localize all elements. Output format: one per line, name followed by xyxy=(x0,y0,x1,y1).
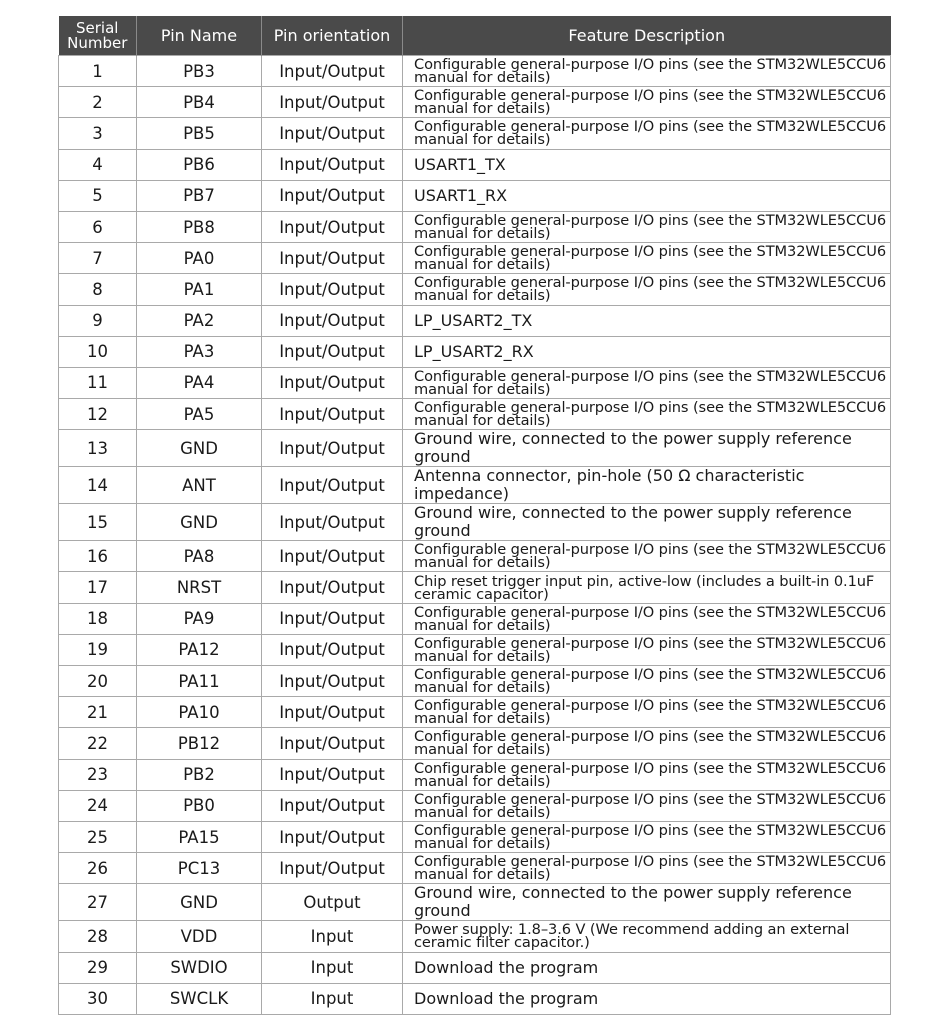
table-row xyxy=(59,790,891,821)
feature-description-cell xyxy=(403,884,891,921)
header-serial-number xyxy=(59,16,137,56)
feature-description-cell xyxy=(403,430,891,467)
table-row xyxy=(59,821,891,852)
feature-description-text: Configurable general-purpose I/O pins (see the STM32WLE5CCU6 manual for details) xyxy=(414,697,887,728)
serial-number-cell: 6 xyxy=(59,211,137,242)
feature-description-cell xyxy=(403,504,891,541)
pin-orientation-cell: Input/Output xyxy=(262,728,403,759)
pin-name-cell: PA3 xyxy=(137,336,262,367)
pin-orientation-cell: Input/Output xyxy=(262,430,403,467)
pin-name-cell: GND xyxy=(137,430,262,467)
pin-name-cell: VDD xyxy=(137,921,262,952)
pin-orientation-cell: Input/Output xyxy=(262,572,403,603)
table-row xyxy=(59,243,891,274)
feature-description-cell xyxy=(403,336,891,367)
table-row xyxy=(59,87,891,118)
pin-name-cell: SWCLK xyxy=(137,983,262,1014)
pin-name-cell: GND xyxy=(137,884,262,921)
feature-description-text: Configurable general-purpose I/O pins (see the STM32WLE5CCU6 manual for details) xyxy=(414,274,887,305)
header-serial-line1: Serial xyxy=(76,18,119,37)
pin-name-cell: PA12 xyxy=(137,634,262,665)
table-row xyxy=(59,952,891,983)
pin-name-cell: PA5 xyxy=(137,399,262,430)
pin-name-cell: PA10 xyxy=(137,697,262,728)
serial-number-cell: 23 xyxy=(59,759,137,790)
pin-name-cell: PA15 xyxy=(137,821,262,852)
table-row xyxy=(59,504,891,541)
feature-description-cell xyxy=(403,821,891,852)
pin-name-cell: PA8 xyxy=(137,541,262,572)
table-row xyxy=(59,467,891,504)
table-row xyxy=(59,118,891,149)
feature-description-cell xyxy=(403,697,891,728)
feature-description-text: Configurable general-purpose I/O pins (see the STM32WLE5CCU6 manual for details) xyxy=(414,790,887,821)
feature-description-text: Configurable general-purpose I/O pins (see the STM32WLE5CCU6 manual for details) xyxy=(414,759,887,790)
feature-description-cell xyxy=(403,367,891,398)
table-row xyxy=(59,884,891,921)
pin-name-cell: PA1 xyxy=(137,274,262,305)
pin-orientation-cell: Input/Output xyxy=(262,118,403,149)
pin-name-cell: PB2 xyxy=(137,759,262,790)
feature-description-text: LP_USART2_RX xyxy=(414,341,534,361)
pin-orientation-cell: Input xyxy=(262,921,403,952)
pin-orientation-cell: Input/Output xyxy=(262,603,403,634)
pin-orientation-cell: Input/Output xyxy=(262,274,403,305)
table-row xyxy=(59,180,891,211)
feature-description-cell xyxy=(403,983,891,1014)
pin-name-cell: PA11 xyxy=(137,666,262,697)
serial-number-cell: 24 xyxy=(59,790,137,821)
pin-orientation-cell: Output xyxy=(262,884,403,921)
feature-description-cell xyxy=(403,572,891,603)
table-row xyxy=(59,666,891,697)
pin-orientation-cell: Input/Output xyxy=(262,467,403,504)
feature-description-text: Chip reset trigger input pin, active-low (includes a built-in 0.1uF ceramic capacitor) xyxy=(414,572,875,603)
table-row xyxy=(59,603,891,634)
serial-number-cell: 19 xyxy=(59,634,137,665)
pin-name-cell: PC13 xyxy=(137,853,262,884)
serial-number-cell: 14 xyxy=(59,467,137,504)
table-row xyxy=(59,336,891,367)
pin-orientation-cell: Input/Output xyxy=(262,634,403,665)
table-row xyxy=(59,921,891,952)
pin-orientation-cell: Input/Output xyxy=(262,759,403,790)
serial-number-cell: 7 xyxy=(59,243,137,274)
pin-orientation-cell: Input/Output xyxy=(262,666,403,697)
pin-orientation-cell: Input/Output xyxy=(262,87,403,118)
serial-number-cell: 5 xyxy=(59,180,137,211)
feature-description-text: Configurable general-purpose I/O pins (see the STM32WLE5CCU6 manual for details) xyxy=(414,822,887,853)
feature-description-text: Download the program xyxy=(414,957,599,977)
feature-description-cell xyxy=(403,952,891,983)
serial-number-cell: 20 xyxy=(59,666,137,697)
feature-description-text: Configurable general-purpose I/O pins (see the STM32WLE5CCU6 manual for details) xyxy=(414,541,887,572)
serial-number-cell: 25 xyxy=(59,821,137,852)
pin-orientation-cell: Input xyxy=(262,983,403,1014)
feature-description-cell xyxy=(403,274,891,305)
serial-number-cell: 26 xyxy=(59,853,137,884)
feature-description-cell xyxy=(403,399,891,430)
feature-description-text: Configurable general-purpose I/O pins (see the STM32WLE5CCU6 manual for details) xyxy=(414,399,887,430)
table-row xyxy=(59,853,891,884)
pin-name-cell: PB6 xyxy=(137,149,262,180)
pin-table xyxy=(58,16,891,1015)
feature-description-cell xyxy=(403,634,891,665)
pin-name-cell: ANT xyxy=(137,467,262,504)
header-pin-orientation: Pin orientation xyxy=(262,16,403,56)
pin-name-cell: NRST xyxy=(137,572,262,603)
pin-name-cell: PA2 xyxy=(137,305,262,336)
serial-number-cell: 10 xyxy=(59,336,137,367)
feature-description-text: Ground wire, connected to the power supply reference ground xyxy=(414,883,852,921)
feature-description-cell xyxy=(403,243,891,274)
serial-number-cell: 30 xyxy=(59,983,137,1014)
serial-number-cell: 18 xyxy=(59,603,137,634)
pin-orientation-cell: Input/Output xyxy=(262,541,403,572)
feature-description-cell xyxy=(403,118,891,149)
pin-table-container xyxy=(58,16,890,1015)
table-row xyxy=(59,149,891,180)
pin-orientation-cell: Input/Output xyxy=(262,243,403,274)
pin-name-cell: SWDIO xyxy=(137,952,262,983)
feature-description-text: Configurable general-purpose I/O pins (see the STM32WLE5CCU6 manual for details) xyxy=(414,728,887,759)
feature-description-text: Configurable general-purpose I/O pins (see the STM32WLE5CCU6 manual for details) xyxy=(414,243,887,274)
feature-description-text: Antenna connector, pin-hole (50 Ω characteristic impedance) xyxy=(414,466,805,504)
pin-orientation-cell: Input/Output xyxy=(262,336,403,367)
pin-name-cell: PA4 xyxy=(137,367,262,398)
pin-name-cell: PA9 xyxy=(137,603,262,634)
feature-description-text: Configurable general-purpose I/O pins (see the STM32WLE5CCU6 manual for details) xyxy=(414,666,887,697)
serial-number-cell: 13 xyxy=(59,430,137,467)
pin-orientation-cell: Input/Output xyxy=(262,504,403,541)
pin-orientation-cell: Input/Output xyxy=(262,821,403,852)
feature-description-text: LP_USART2_TX xyxy=(414,310,533,330)
feature-description-cell xyxy=(403,56,891,87)
feature-description-text: Configurable general-purpose I/O pins (see the STM32WLE5CCU6 manual for details) xyxy=(414,367,887,398)
table-row xyxy=(59,572,891,603)
header-row xyxy=(59,16,891,56)
pin-orientation-cell: Input/Output xyxy=(262,790,403,821)
table-row xyxy=(59,634,891,665)
pin-orientation-cell: Input/Output xyxy=(262,149,403,180)
feature-description-cell xyxy=(403,603,891,634)
serial-number-cell: 22 xyxy=(59,728,137,759)
feature-description-text: USART1_RX xyxy=(414,185,508,205)
serial-number-cell: 9 xyxy=(59,305,137,336)
pin-name-cell: PA0 xyxy=(137,243,262,274)
pin-orientation-cell: Input/Output xyxy=(262,211,403,242)
serial-number-cell: 15 xyxy=(59,504,137,541)
table-body xyxy=(59,56,891,1015)
pin-orientation-cell: Input/Output xyxy=(262,853,403,884)
feature-description-cell xyxy=(403,666,891,697)
feature-description-text: Power supply: 1.8–3.6 V (We recommend adding an external ceramic filter capacitor.) xyxy=(414,921,850,952)
feature-description-text: USART1_TX xyxy=(414,154,506,174)
pin-name-cell: PB12 xyxy=(137,728,262,759)
table-row xyxy=(59,541,891,572)
pin-name-cell: PB7 xyxy=(137,180,262,211)
feature-description-cell xyxy=(403,790,891,821)
serial-number-cell: 3 xyxy=(59,118,137,149)
feature-description-text: Configurable general-purpose I/O pins (see the STM32WLE5CCU6 manual for details) xyxy=(414,212,887,243)
feature-description-cell xyxy=(403,149,891,180)
serial-number-cell: 16 xyxy=(59,541,137,572)
serial-number-cell: 11 xyxy=(59,367,137,398)
feature-description-text: Configurable general-purpose I/O pins (see the STM32WLE5CCU6 manual for details) xyxy=(414,87,887,118)
table-row xyxy=(59,56,891,87)
table-row xyxy=(59,728,891,759)
table-row xyxy=(59,367,891,398)
table-row xyxy=(59,983,891,1014)
pin-orientation-cell: Input/Output xyxy=(262,180,403,211)
pin-orientation-cell: Input/Output xyxy=(262,367,403,398)
feature-description-cell xyxy=(403,921,891,952)
pin-name-cell: GND xyxy=(137,504,262,541)
serial-number-cell: 4 xyxy=(59,149,137,180)
serial-number-cell: 27 xyxy=(59,884,137,921)
feature-description-text: Configurable general-purpose I/O pins (see the STM32WLE5CCU6 manual for details) xyxy=(414,634,887,665)
feature-description-cell xyxy=(403,211,891,242)
table-row xyxy=(59,305,891,336)
table-row xyxy=(59,759,891,790)
feature-description-text: Configurable general-purpose I/O pins (see the STM32WLE5CCU6 manual for details) xyxy=(414,853,887,884)
serial-number-cell: 17 xyxy=(59,572,137,603)
serial-number-cell: 2 xyxy=(59,87,137,118)
table-row xyxy=(59,274,891,305)
feature-description-cell xyxy=(403,541,891,572)
feature-description-text: Ground wire, connected to the power supply reference ground xyxy=(414,429,852,467)
feature-description-cell xyxy=(403,853,891,884)
pin-orientation-cell: Input/Output xyxy=(262,697,403,728)
feature-description-cell xyxy=(403,759,891,790)
serial-number-cell: 21 xyxy=(59,697,137,728)
pin-name-cell: PB3 xyxy=(137,56,262,87)
feature-description-text: Configurable general-purpose I/O pins (see the STM32WLE5CCU6 manual for details) xyxy=(414,56,887,87)
pin-name-cell: PB5 xyxy=(137,118,262,149)
pin-orientation-cell: Input/Output xyxy=(262,305,403,336)
feature-description-text: Ground wire, connected to the power supply reference ground xyxy=(414,503,852,541)
table-header xyxy=(59,16,891,56)
serial-number-cell: 8 xyxy=(59,274,137,305)
pin-orientation-cell: Input/Output xyxy=(262,399,403,430)
pin-orientation-cell: Input xyxy=(262,952,403,983)
pin-name-cell: PB4 xyxy=(137,87,262,118)
feature-description-text: Configurable general-purpose I/O pins (see the STM32WLE5CCU6 manual for details) xyxy=(414,603,887,634)
feature-description-cell xyxy=(403,305,891,336)
feature-description-cell xyxy=(403,467,891,504)
pin-orientation-cell: Input/Output xyxy=(262,56,403,87)
header-serial-line2: Number xyxy=(67,33,128,52)
table-row xyxy=(59,211,891,242)
serial-number-cell: 28 xyxy=(59,921,137,952)
table-row xyxy=(59,430,891,467)
serial-number-cell: 1 xyxy=(59,56,137,87)
feature-description-text: Configurable general-purpose I/O pins (see the STM32WLE5CCU6 manual for details) xyxy=(414,118,887,149)
header-pin-name: Pin Name xyxy=(137,16,262,56)
table-row xyxy=(59,697,891,728)
feature-description-text: Download the program xyxy=(414,988,599,1008)
pin-name-cell: PB0 xyxy=(137,790,262,821)
serial-number-cell: 29 xyxy=(59,952,137,983)
pin-name-cell: PB8 xyxy=(137,211,262,242)
header-feature-description: Feature Description xyxy=(403,16,891,56)
serial-number-cell: 12 xyxy=(59,399,137,430)
table-row xyxy=(59,399,891,430)
feature-description-cell xyxy=(403,180,891,211)
feature-description-cell xyxy=(403,87,891,118)
feature-description-cell xyxy=(403,728,891,759)
